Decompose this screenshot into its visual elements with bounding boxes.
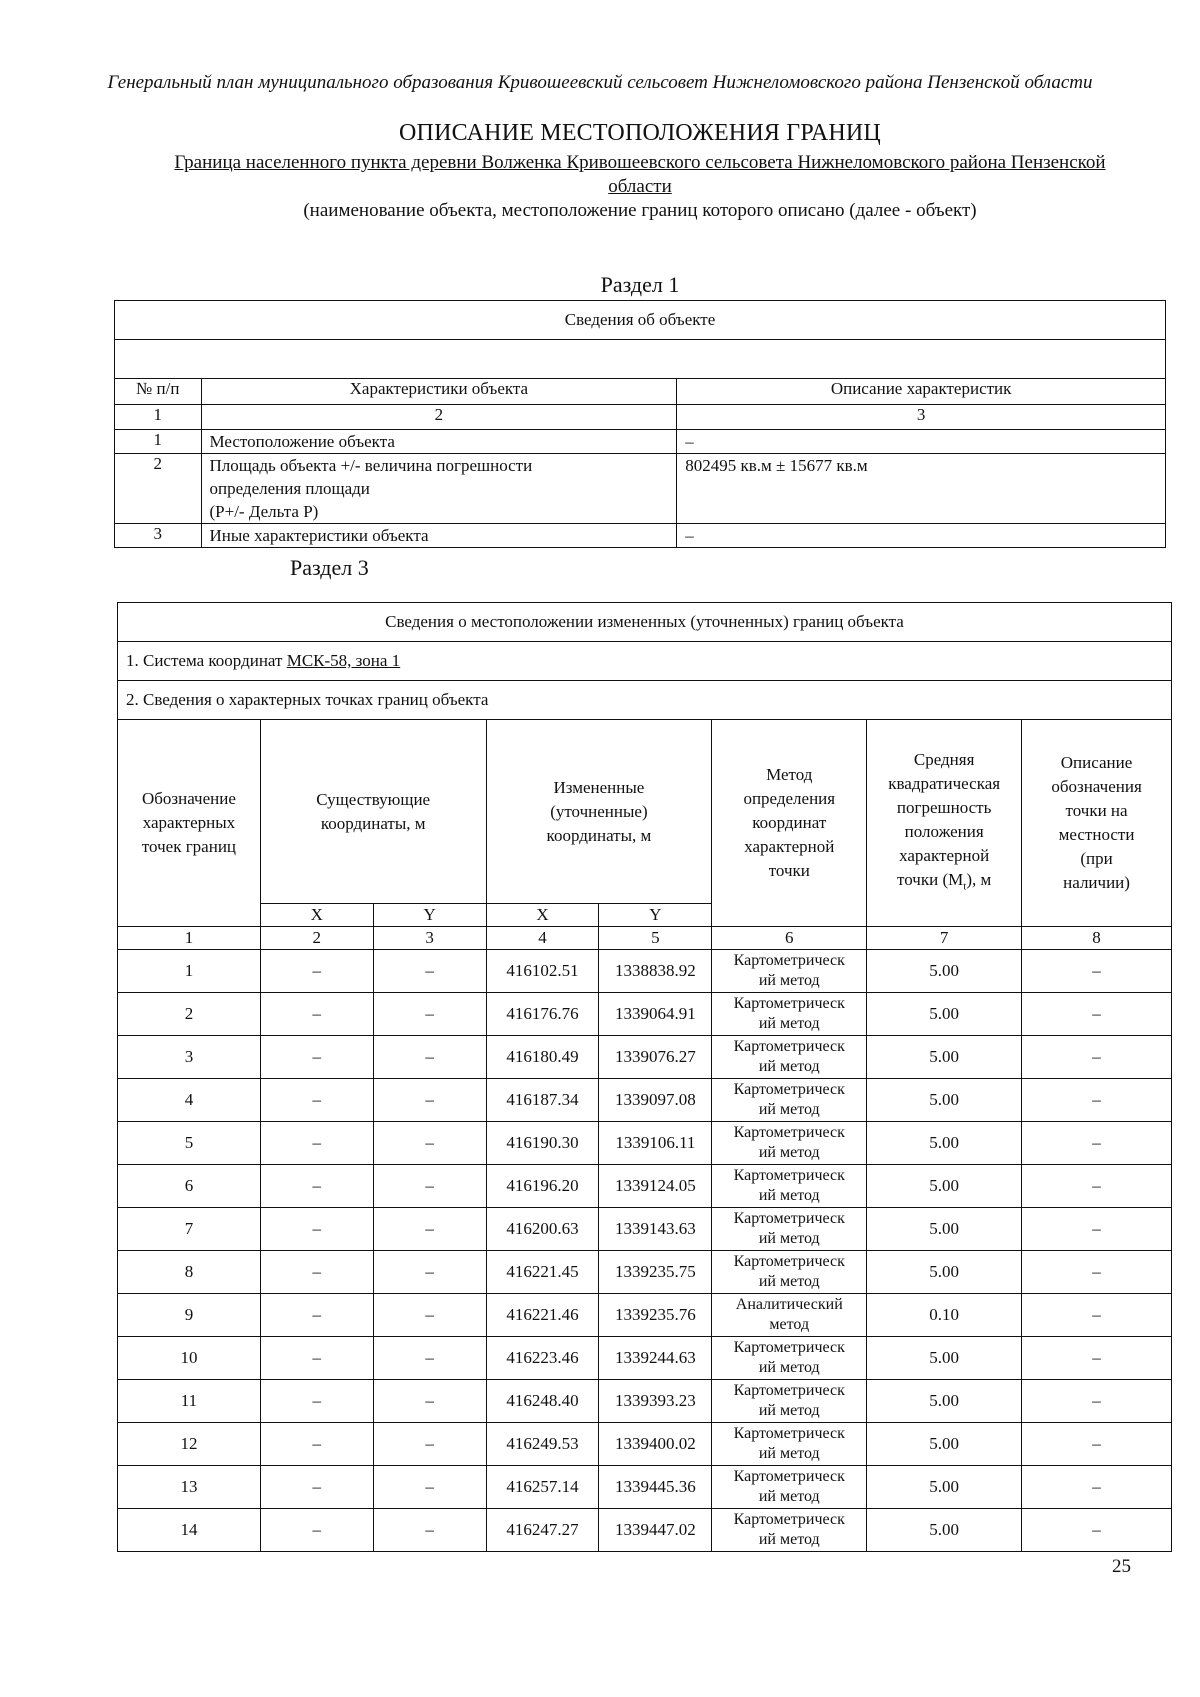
coordinate-system-label: 1. Система координат xyxy=(126,651,283,670)
method-line: Картометрическ xyxy=(733,1038,845,1055)
table-row xyxy=(118,1466,1172,1509)
object-name xyxy=(140,151,1140,199)
new-x: 416248.40 xyxy=(486,1380,599,1423)
method-line: Картометрическ xyxy=(733,995,845,1012)
point-description: – xyxy=(1022,1079,1172,1122)
existing-x: – xyxy=(260,1036,373,1079)
point-id: 13 xyxy=(118,1466,261,1509)
header-line: (уточненные) xyxy=(550,801,648,821)
point-description: – xyxy=(1022,1466,1172,1509)
characteristic xyxy=(201,430,677,454)
new-x: 416247.27 xyxy=(486,1509,599,1552)
object-name-line: Граница населенного пункта деревни Волженка Кривошеевского сельсовета Нижнеломовского района Пензенской xyxy=(174,152,1106,173)
new-x: 416223.46 xyxy=(486,1337,599,1380)
existing-x: – xyxy=(260,1165,373,1208)
column-number: 7 xyxy=(867,927,1022,950)
existing-y: – xyxy=(373,1036,486,1079)
table-row xyxy=(118,1509,1172,1552)
existing-x: – xyxy=(260,1509,373,1552)
new-x: 416176.76 xyxy=(486,993,599,1036)
method xyxy=(712,1036,867,1079)
point-id: 12 xyxy=(118,1423,261,1466)
method-line: Картометрическ xyxy=(733,1081,845,1098)
header-text: ), м xyxy=(966,869,992,889)
existing-x: – xyxy=(260,1337,373,1380)
method-line: ий метод xyxy=(758,1488,820,1505)
page-number: 25 xyxy=(1112,1556,1131,1577)
method xyxy=(712,993,867,1036)
method xyxy=(712,1337,867,1380)
method-line: ий метод xyxy=(758,1531,820,1548)
header-line: наличии) xyxy=(1063,873,1130,892)
existing-y: – xyxy=(373,1294,486,1337)
table-row xyxy=(118,1122,1172,1165)
method-line: Картометрическ xyxy=(733,1253,845,1270)
characteristic-line: Площадь объекта +/- величина погрешности xyxy=(209,456,533,475)
new-x: 416196.20 xyxy=(486,1165,599,1208)
column-header-x: X xyxy=(260,904,373,927)
table-row xyxy=(115,524,1166,548)
column-header-y: Y xyxy=(373,904,486,927)
characteristic xyxy=(201,454,677,524)
header-line: Обозначение xyxy=(141,789,236,808)
method-line: ий метод xyxy=(758,1015,820,1032)
method-line: Картометрическ xyxy=(733,1382,845,1399)
method-line: ий метод xyxy=(758,1402,820,1419)
column-number: 5 xyxy=(599,927,712,950)
new-x: 416200.63 xyxy=(486,1208,599,1251)
new-x: 416221.46 xyxy=(486,1294,599,1337)
method xyxy=(712,1165,867,1208)
characteristic-line: определения площади xyxy=(209,479,370,498)
mean-error: 5.00 xyxy=(867,1251,1022,1294)
new-y: 1339124.05 xyxy=(599,1165,712,1208)
section-3-label: Раздел 3 xyxy=(290,555,369,580)
table-row xyxy=(115,454,1166,524)
mean-error: 5.00 xyxy=(867,1165,1022,1208)
characteristic-description: – xyxy=(677,524,1166,548)
row-number: 2 xyxy=(115,454,202,524)
header-line: координат xyxy=(752,813,827,832)
points-caption: 2. Сведения о характерных точках границ объекта xyxy=(118,681,1172,720)
column-number: 4 xyxy=(486,927,599,950)
method-line: Картометрическ xyxy=(733,1468,845,1485)
row-number: 1 xyxy=(115,430,202,454)
new-y: 1339445.36 xyxy=(599,1466,712,1509)
method-line: ий метод xyxy=(758,1058,820,1075)
header-line: характерной xyxy=(744,837,835,856)
object-note: (наименование объекта, местоположение границ которого описано (далее - объект) xyxy=(303,200,977,221)
column-number: 3 xyxy=(373,927,486,950)
existing-x: – xyxy=(260,1423,373,1466)
header-line: погрешность xyxy=(896,797,992,817)
header-line: Средняя xyxy=(913,749,975,769)
method-line: ий метод xyxy=(758,1144,820,1161)
point-description: – xyxy=(1022,1208,1172,1251)
header-line: точки на xyxy=(1065,801,1128,820)
header-line: Существующие xyxy=(316,789,431,809)
mean-error: 5.00 xyxy=(867,993,1022,1036)
table-row xyxy=(118,1036,1172,1079)
method xyxy=(712,1079,867,1122)
table-row xyxy=(118,1251,1172,1294)
existing-y: – xyxy=(373,1337,486,1380)
new-x: 416249.53 xyxy=(486,1423,599,1466)
header-line: квадратическая xyxy=(888,773,1001,793)
method xyxy=(712,1208,867,1251)
existing-x: – xyxy=(260,993,373,1036)
method xyxy=(712,1380,867,1423)
header-line: характерной xyxy=(899,845,990,865)
new-y: 1339235.76 xyxy=(599,1294,712,1337)
method xyxy=(712,1466,867,1509)
point-id: 14 xyxy=(118,1509,261,1552)
characteristic-line: Иные характеристики объекта xyxy=(209,526,429,545)
table-caption: Сведения о местоположении измененных (уточненных) границ объекта xyxy=(118,603,1172,642)
characteristic-description: – xyxy=(677,430,1166,454)
point-id: 7 xyxy=(118,1208,261,1251)
existing-y: – xyxy=(373,1423,486,1466)
new-y: 1339244.63 xyxy=(599,1337,712,1380)
new-x: 416221.45 xyxy=(486,1251,599,1294)
column-header: Характеристики объекта xyxy=(201,379,677,405)
table-row xyxy=(118,1423,1172,1466)
table-row xyxy=(118,1380,1172,1423)
method-line: Картометрическ xyxy=(733,952,845,969)
point-description: – xyxy=(1022,993,1172,1036)
existing-x: – xyxy=(260,1208,373,1251)
point-id: 11 xyxy=(118,1380,261,1423)
new-y: 1339064.91 xyxy=(599,993,712,1036)
coordinate-system-value: МСК-58, зона 1 xyxy=(286,651,401,670)
column-number: 2 xyxy=(260,927,373,950)
mean-error: 5.00 xyxy=(867,1509,1022,1552)
new-x: 416102.51 xyxy=(486,950,599,993)
table-row xyxy=(118,1165,1172,1208)
new-y: 1339076.27 xyxy=(599,1036,712,1079)
table-caption: Сведения об объекте xyxy=(115,301,1166,340)
point-description: – xyxy=(1022,1251,1172,1294)
mean-error: 5.00 xyxy=(867,1423,1022,1466)
method-line: ий метод xyxy=(758,1445,820,1462)
new-x: 416180.49 xyxy=(486,1036,599,1079)
mean-error: 5.00 xyxy=(867,950,1022,993)
header-line: Описание xyxy=(1060,753,1133,772)
point-description: – xyxy=(1022,1122,1172,1165)
column-number: 1 xyxy=(115,405,202,430)
column-number: 6 xyxy=(712,927,867,950)
header-line: характерных xyxy=(142,813,236,832)
table-row xyxy=(118,993,1172,1036)
new-y: 1338838.92 xyxy=(599,950,712,993)
existing-y: – xyxy=(373,1466,486,1509)
existing-y: – xyxy=(373,950,486,993)
table-row xyxy=(118,1337,1172,1380)
mean-error: 5.00 xyxy=(867,1380,1022,1423)
new-y: 1339400.02 xyxy=(599,1423,712,1466)
column-number: 1 xyxy=(118,927,261,950)
point-description: – xyxy=(1022,1423,1172,1466)
existing-y: – xyxy=(373,993,486,1036)
table-row xyxy=(118,1208,1172,1251)
point-id: 8 xyxy=(118,1251,261,1294)
method-line: Аналитический xyxy=(735,1296,843,1313)
point-id: 10 xyxy=(118,1337,261,1380)
table-row xyxy=(115,430,1166,454)
mean-error: 5.00 xyxy=(867,1208,1022,1251)
column-header: Описание характеристик xyxy=(677,379,1166,405)
table-row xyxy=(118,1294,1172,1337)
column-header xyxy=(1022,720,1172,927)
point-id: 3 xyxy=(118,1036,261,1079)
mean-error: 5.00 xyxy=(867,1466,1022,1509)
point-description: – xyxy=(1022,1380,1172,1423)
mean-error: 5.00 xyxy=(867,1337,1022,1380)
header-line: местности xyxy=(1058,825,1135,844)
existing-x: – xyxy=(260,950,373,993)
existing-y: – xyxy=(373,1208,486,1251)
point-description: – xyxy=(1022,1165,1172,1208)
existing-y: – xyxy=(373,1122,486,1165)
column-number: 8 xyxy=(1022,927,1172,950)
method-line: ий метод xyxy=(758,1359,820,1376)
method-line: Картометрическ xyxy=(733,1167,845,1184)
method-line: метод xyxy=(769,1316,810,1333)
method-line: Картометрическ xyxy=(733,1511,845,1528)
characteristic xyxy=(201,524,677,548)
method-line: ий метод xyxy=(758,1230,820,1247)
row-number: 3 xyxy=(115,524,202,548)
method xyxy=(712,1122,867,1165)
method xyxy=(712,1294,867,1337)
existing-x: – xyxy=(260,1380,373,1423)
method-line: Картометрическ xyxy=(733,1339,845,1356)
new-x: 416190.30 xyxy=(486,1122,599,1165)
existing-x: – xyxy=(260,1251,373,1294)
header-line xyxy=(875,868,1013,898)
coordinate-system xyxy=(118,642,1172,681)
title-block xyxy=(140,120,1140,223)
header-line: обозначения xyxy=(1051,777,1142,796)
mean-error: 5.00 xyxy=(867,1122,1022,1165)
header-line: точки xyxy=(768,861,810,880)
characteristic-line: Местоположение объекта xyxy=(209,432,395,451)
column-number: 2 xyxy=(201,405,677,430)
method-line: Картометрическ xyxy=(733,1210,845,1227)
point-id: 4 xyxy=(118,1079,261,1122)
existing-y: – xyxy=(373,1251,486,1294)
point-description: – xyxy=(1022,1036,1172,1079)
header-line: Измененные xyxy=(553,777,645,797)
method-line: ий метод xyxy=(758,972,820,989)
method-line: ий метод xyxy=(758,1187,820,1204)
boundary-points-table xyxy=(117,602,1172,1552)
characteristic-line: (P+/- Дельта P) xyxy=(209,502,319,521)
empty-row xyxy=(115,340,1166,379)
column-number: 3 xyxy=(677,405,1166,430)
new-y: 1339235.75 xyxy=(599,1251,712,1294)
column-header xyxy=(118,720,261,927)
header-text: точки (M xyxy=(897,869,964,889)
existing-y: – xyxy=(373,1509,486,1552)
point-description: – xyxy=(1022,950,1172,993)
new-y: 1339097.08 xyxy=(599,1079,712,1122)
column-header-y: Y xyxy=(599,904,712,927)
new-x: 416187.34 xyxy=(486,1079,599,1122)
point-id: 9 xyxy=(118,1294,261,1337)
point-description: – xyxy=(1022,1294,1172,1337)
document-header: Генеральный план муниципального образования Кривошеевский сельсовет Нижнеломовского района Пензенской области xyxy=(107,72,1093,93)
existing-y: – xyxy=(373,1165,486,1208)
object-info-table xyxy=(114,300,1166,548)
method-line: Картометрическ xyxy=(733,1425,845,1442)
header-line: координаты, м xyxy=(546,825,652,845)
mean-error: 5.00 xyxy=(867,1036,1022,1079)
method-line: ий метод xyxy=(758,1101,820,1118)
method xyxy=(712,1251,867,1294)
header-line: координаты, м xyxy=(320,813,426,833)
point-id: 1 xyxy=(118,950,261,993)
header-subscript: t xyxy=(963,880,967,893)
mean-error: 0.10 xyxy=(867,1294,1022,1337)
existing-y: – xyxy=(373,1079,486,1122)
column-header-x: X xyxy=(486,904,599,927)
new-y: 1339447.02 xyxy=(599,1509,712,1552)
header-line: положения xyxy=(904,821,984,841)
existing-x: – xyxy=(260,1122,373,1165)
column-header xyxy=(867,720,1022,927)
method xyxy=(712,1509,867,1552)
table-row xyxy=(118,1079,1172,1122)
method-line: ий метод xyxy=(758,1273,820,1290)
new-y: 1339393.23 xyxy=(599,1380,712,1423)
document-title: ОПИСАНИЕ МЕСТОПОЛОЖЕНИЯ ГРАНИЦ xyxy=(399,120,881,146)
existing-x: – xyxy=(260,1466,373,1509)
point-id: 5 xyxy=(118,1122,261,1165)
section-1-label: Раздел 1 xyxy=(600,272,680,297)
column-header xyxy=(486,720,712,904)
existing-x: – xyxy=(260,1079,373,1122)
new-y: 1339143.63 xyxy=(599,1208,712,1251)
header-line: точек границ xyxy=(141,837,237,856)
method xyxy=(712,1423,867,1466)
object-name-line: области xyxy=(608,176,672,197)
point-id: 6 xyxy=(118,1165,261,1208)
point-id: 2 xyxy=(118,993,261,1036)
characteristic-description: 802495 кв.м ± 15677 кв.м xyxy=(677,454,1166,524)
point-description: – xyxy=(1022,1337,1172,1380)
header-line: определения xyxy=(743,789,836,808)
method-line: Картометрическ xyxy=(733,1124,845,1141)
column-header xyxy=(712,720,867,927)
header-line: Метод xyxy=(766,765,813,784)
existing-x: – xyxy=(260,1294,373,1337)
mean-error: 5.00 xyxy=(867,1079,1022,1122)
column-header xyxy=(260,720,486,904)
column-header: № п/п xyxy=(115,379,202,405)
method xyxy=(712,950,867,993)
new-y: 1339106.11 xyxy=(599,1122,712,1165)
new-x: 416257.14 xyxy=(486,1466,599,1509)
table-row xyxy=(118,950,1172,993)
header-line: (при xyxy=(1080,849,1113,868)
point-description: – xyxy=(1022,1509,1172,1552)
existing-y: – xyxy=(373,1380,486,1423)
